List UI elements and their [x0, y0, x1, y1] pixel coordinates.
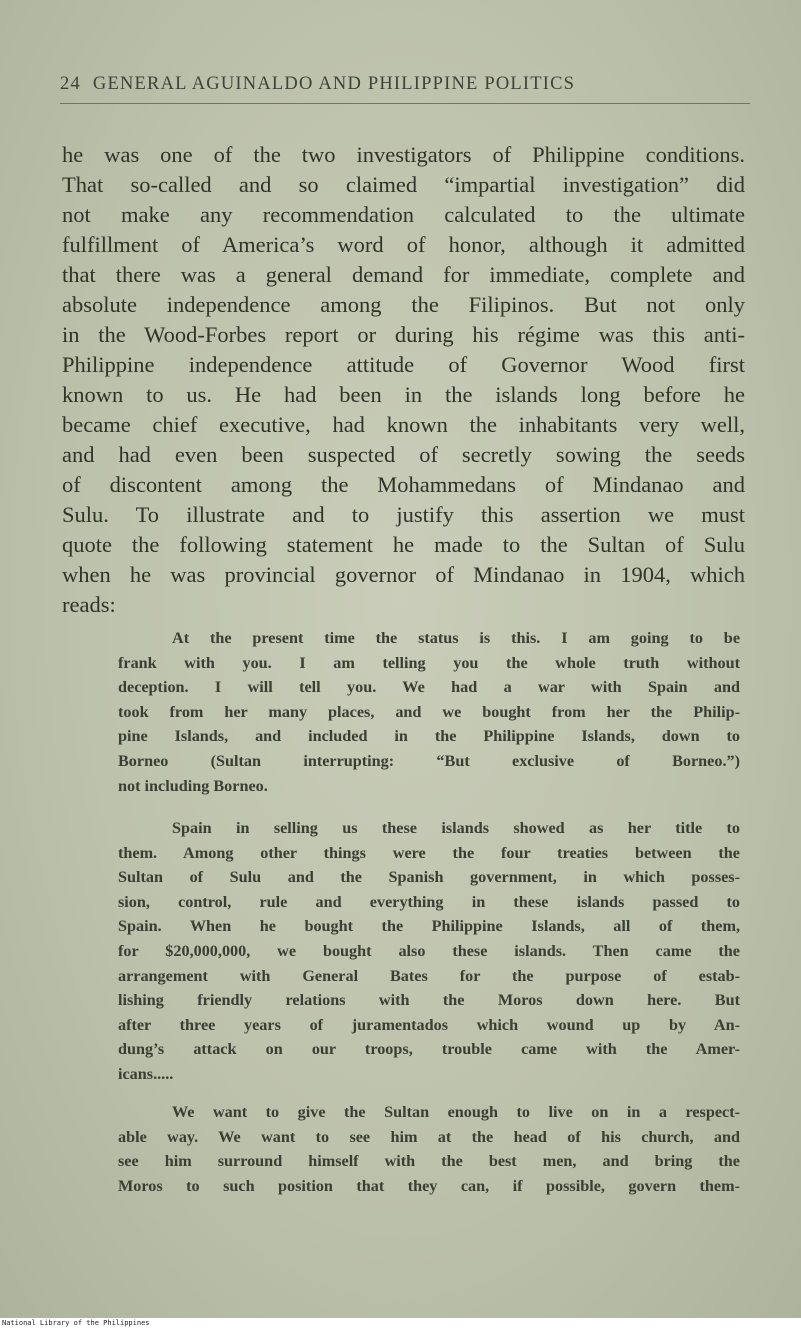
text-line: quote the following statement he made to the Sultan of Sulu — [62, 532, 745, 557]
quote-line: We want to give the Sultan enough to live on in a respect- — [172, 1103, 740, 1121]
header-rule — [60, 103, 750, 104]
quote-line: for $20,000,000, we bought also these islands. Then came the — [118, 941, 740, 960]
body-paragraph — [62, 140, 745, 620]
running-head — [60, 74, 750, 95]
text-line: Philippine independence attitude of Governor Wood first — [62, 352, 745, 377]
text-line: in the Wood-Forbes report or during his régime was this anti- — [62, 322, 745, 347]
text-line: became chief executive, had known the inhabitants very well, — [62, 412, 745, 437]
text-line: that there was a general demand for immediate, complete and — [62, 262, 745, 287]
quote-line: dung’s attack on our troops, trouble came with the Amer- — [118, 1040, 740, 1059]
quote-line: deception. I will tell you. We had a war with Spain and — [118, 678, 740, 697]
quote-line: frank with you. I am telling you the whole truth without — [118, 653, 740, 672]
block-quote-paragraph — [118, 816, 740, 1087]
quote-line: sion, control, rule and everything in these islands passed to — [118, 892, 740, 911]
quote-line: Sultan of Sulu and the Spanish government, in which posses- — [118, 868, 740, 887]
quote-line: Spain in selling us these islands showed as her title to — [172, 819, 740, 837]
text-line: absolute independence among the Filipinos. But not only — [62, 292, 745, 317]
scan-credit: National Library of the Philippines — [2, 1319, 150, 1327]
text-line: Sulu. To illustrate and to justify this assertion we must — [62, 502, 745, 527]
quote-line: arrangement with General Bates for the purpose of estab- — [118, 966, 740, 985]
quote-line: Borneo (Sultan interrupting: “But exclusive of Borneo.”) — [118, 751, 740, 770]
text-line: he was one of the two investigators of Philippine conditions. — [62, 142, 745, 167]
quote-line: see him surround himself with the best men, and bring the — [118, 1152, 740, 1171]
quote-line: Moros to such position that they can, if possible, govern them- — [118, 1176, 740, 1195]
block-quote-paragraph — [118, 1100, 740, 1198]
quote-line: not including Borneo. — [118, 776, 268, 795]
running-title: GENERAL AGUINALDO AND PHILIPPINE POLITICS — [92, 74, 576, 94]
quote-line: them. Among other things were the four treaties between the — [118, 843, 740, 862]
quote-line: At the present time the status is this. I am going to be — [172, 629, 740, 647]
text-line: not make any recommendation calculated to the ultimate — [62, 202, 745, 227]
quote-line: after three years of juramentados which wound up by An- — [118, 1015, 740, 1034]
text-line: fulfillment of America’s word of honor, although it admitted — [62, 232, 745, 257]
quote-line: able way. We want to see him at the head of his church, and — [118, 1127, 740, 1146]
quote-line: pine Islands, and included in the Philippine Islands, down to — [118, 727, 740, 746]
page-number: 24 — [60, 74, 81, 94]
scan-credit-bar — [0, 1318, 801, 1328]
text-line: reads: — [62, 592, 116, 617]
text-line: of discontent among the Mohammedans of Mindanao and — [62, 472, 745, 497]
text-line: and had even been suspected of secretly sowing the seeds — [62, 442, 745, 467]
quote-line: took from her many places, and we bought from her the Philip- — [118, 702, 740, 721]
quote-line: icans..... — [118, 1064, 174, 1083]
text-line: That so-called and so claimed “impartial investigation” did — [62, 172, 745, 197]
text-line: known to us. He had been in the islands long before he — [62, 382, 745, 407]
quote-line: Spain. When he bought the Philippine Islands, all of them, — [118, 917, 740, 936]
block-quote-paragraph — [118, 626, 740, 798]
text-line: when he was provincial governor of Mindanao in 1904, which — [62, 562, 745, 587]
quote-line: lishing friendly relations with the Moros down here. But — [118, 991, 740, 1010]
